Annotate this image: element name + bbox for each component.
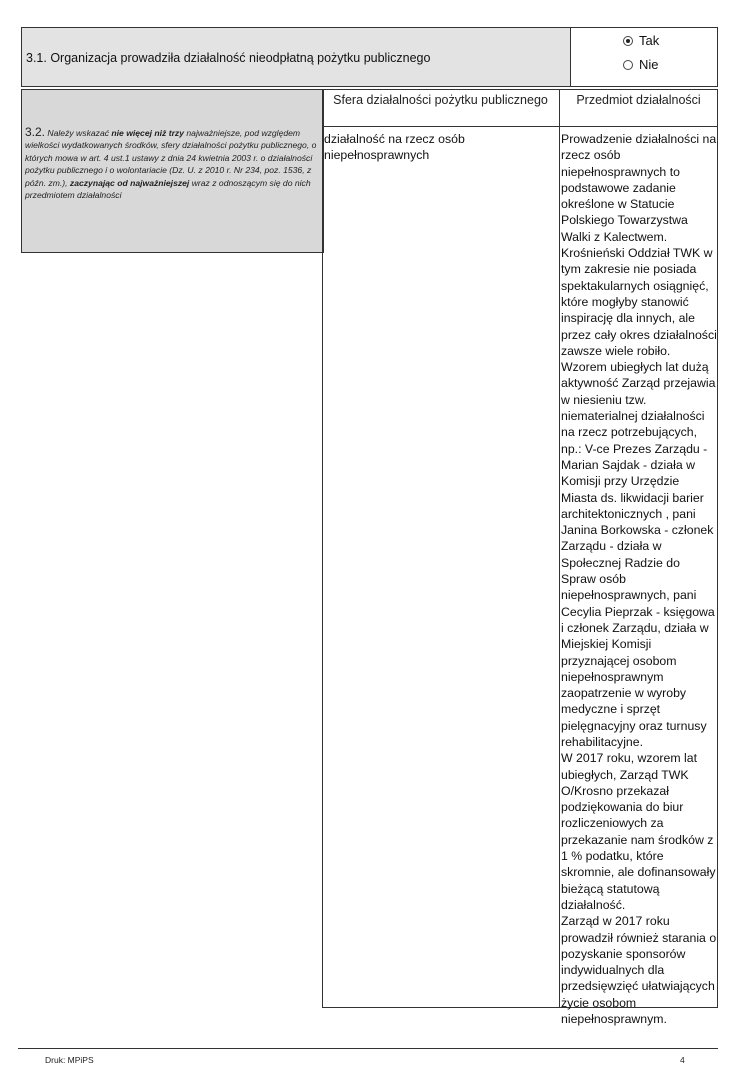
- instr-bold-1: nie więcej niż trzy: [111, 128, 184, 138]
- header-przedmiot-label: Przedmiot działalności: [576, 93, 701, 107]
- answer-options: [570, 27, 718, 87]
- header-przedmiot: [559, 89, 718, 127]
- question-32-box: [21, 89, 324, 253]
- instr-part-1: Należy wskazać: [47, 128, 110, 138]
- question-32-instructions: [25, 126, 322, 201]
- page-number: 4: [680, 1055, 685, 1065]
- question-31-label: 3.1. Organizacja prowadziła działalność nieodpłatną pożytku publicznego: [26, 51, 431, 65]
- instr-part-3: wraz z odnoszącym się do nich przedmiotem działalności: [25, 177, 311, 201]
- cell-przedmiot: Prowadzenie działalności na rzecz osób niepełnosprawnych to podstawowe zadanie określone w Statucie Polskiego Towarzystwa Walki z Kalectwem. Krośnieński Oddział TWK w tym zakresie nie posiada spektakularnych osiągnięć, które mogłyby stanowić inspirację dla innych, ale przez cały okres działalności zawsze wiele robiło. Wzorem ubiegłych lat dużą aktywność Zarząd przejawia w niesieniu tzw. niematerialnej działalności na rzecz potrzebujących, np.: V-ce Prezes Zarządu - Marian Sajdak - działa w Komisji przy Urzędzie Miasta ds. likwidacji barier architektonicznych , pani Janina Borkowska - członek Zarządu - działa w Społecznej Radzie do Spraw osób niepełnosprawnych, pani Cecylia Pieprzak - księgowa i członek Zarządu, działa w Miejskiej Komisji przyznającej osobom niepełnosprawnym zaopatrzenie w wyroby medyczne i sprzęt pielęgnacyjny oraz turnusy rehabilitacyjne. W 2017 roku, wzorem lat ubiegłych, Zarząd TWK O/Krosno przekazał podziękowania do biur rozliczeniowych za przekazanie nam środków z 1 % podatku, które skromnie, ale dofinansowały bieżącą statutową działalność. Zarząd w 2017 roku prowadził również starania o pozyskanie sponsorów indywidualnych dla przedsięwzięć ułatwiających życie osobom niepełnosprawnym.: [561, 132, 717, 1027]
- radio-selected-icon[interactable]: [623, 36, 633, 46]
- footer-divider: [18, 1048, 718, 1049]
- header-sfera-label: Sfera działalności pożytku publicznego: [333, 93, 548, 107]
- header-sfera: [322, 89, 560, 127]
- footer-print-label: Druk: MPiPS: [45, 1055, 94, 1065]
- instr-bold-2: zaczynając od najważniejszej: [69, 177, 190, 188]
- option-tak-label: Tak: [639, 33, 660, 48]
- question-32-number: 3.2.: [25, 125, 46, 139]
- column-divider: [559, 126, 560, 1008]
- radio-unselected-icon[interactable]: [623, 60, 633, 70]
- option-nie[interactable]: [623, 57, 659, 72]
- instr-part-2: najważniejsze, pod względem wielkości wydatkowanych środków, sfery działalności pożytku publicznego, o których mowa w art. 4 ust.1 ustawy z dnia 24 kwietnia 2003 r. o działalności pożytku publicznego i o wolontariacie (Dz. U. z 2010 r. Nr 234, poz. 1536, z późn. zm.),: [25, 128, 317, 188]
- option-tak[interactable]: [623, 33, 659, 48]
- cell-sfera: działalność na rzecz osób niepełnosprawnych: [324, 132, 465, 163]
- option-nie-label: Nie: [639, 57, 659, 72]
